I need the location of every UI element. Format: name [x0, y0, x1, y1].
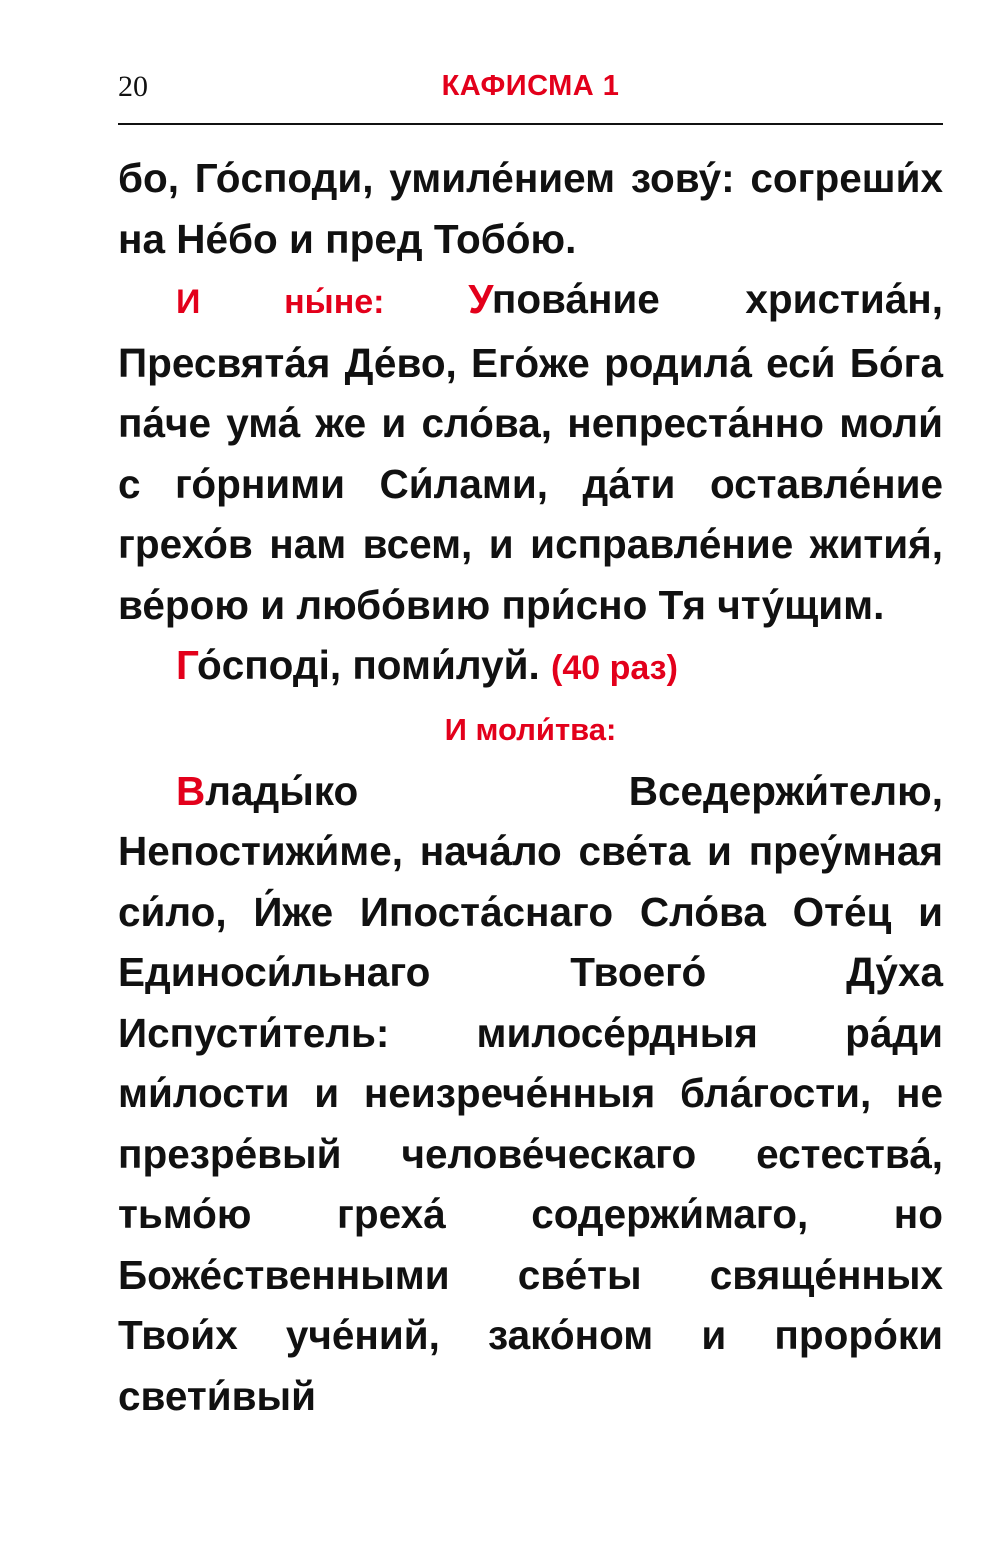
- paragraph-lord-have-mercy: [118, 635, 943, 699]
- paragraph-prayer: [118, 761, 943, 1427]
- drop-initial: В: [176, 767, 206, 814]
- paragraph-theotokion: [118, 269, 943, 635]
- paragraph-text: пова́ние христиа́н, Пресвята́я Де́во, Его́же родила́ еси́ Бо́га па́че ума́ же и сло́ва, непреста́нно моли́ с го́рними Си́лами, да́ти оставле́ние грехо́в нам всем, и исправле́ние жития́, ве́рою и любо́вию при́сно Тя чту́щим.: [118, 276, 943, 628]
- paragraph-text: о́сподi, поми́луй.: [196, 642, 551, 688]
- paragraph-text: бо, Го́споди, умиле́нием зову́: согреши́х на Не́бо и пред Тобо́ю.: [118, 155, 943, 262]
- drop-initial: Г: [176, 642, 197, 688]
- section-heading: И моли́тва:: [444, 711, 617, 747]
- rubric-repeat-count: (40 раз): [551, 649, 678, 687]
- paragraph-text: лады́ко Вседержи́телю, Непостижи́ме, нача́ло све́та и преу́мная си́ло, И́же Ипоста́снаго Сло́ва Оте́ц и Единоси́льнаго Твоего́ Ду́ха Испусти́тель: милосе́рдныя ра́ди ми́лости и неизрече́нныя бла́гости, не презре́вый челове́ческаго естества́, тьмо́ю греха́ содержи́маго, но Боже́ственными све́ты свяще́нных Твои́х уче́ний, зако́ном и проро́ки свети́вый: [118, 767, 943, 1419]
- page-body: [118, 148, 943, 1426]
- paragraph-continuation: [118, 148, 943, 269]
- header-divider: [118, 123, 943, 125]
- page-number: 20: [118, 70, 148, 103]
- running-head: КАФИСМА 1: [441, 70, 620, 102]
- drop-initial: У: [468, 276, 492, 322]
- page-header: [118, 70, 943, 110]
- rubric-and-now: И ны́не:: [176, 283, 469, 321]
